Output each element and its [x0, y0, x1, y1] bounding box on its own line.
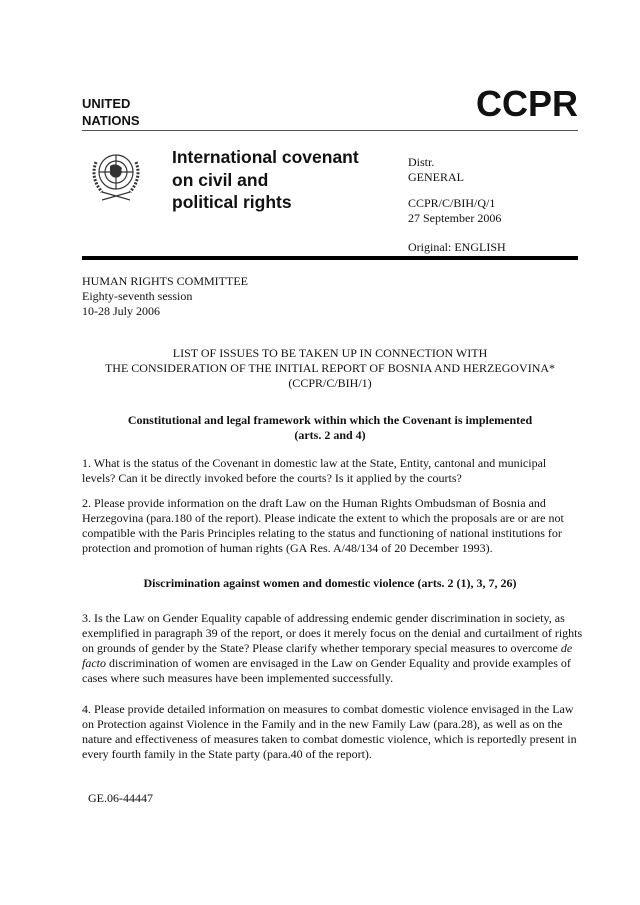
paragraph-2: 2. Please provide information on the draft Law on the Human Rights Ombudsman of Bosnia and Herzegovina (para.180 of the report). Please indicate the extent to which the proposals are or are not compatible with the Paris Principles relating to the status and functioning of national institutions for protection and promotion of human rights (GA Res. A/48/134 of 20 December 1993). [82, 496, 564, 555]
document-date: 27 September 2006 [408, 211, 502, 225]
distribution-type: GENERAL [408, 170, 464, 184]
document-symbol-large: CCPR [475, 83, 578, 124]
committee-block: HUMAN RIGHTS COMMITTEE Eighty-seventh session 10-28 July 2006 [82, 274, 248, 318]
paragraph-1: 1. What is the status of the Covenant in domestic law at the State, Entity, cantonal and municipal levels? Can it be directly invoked before the courts? Is it applied by the courts? [82, 456, 547, 485]
original-language: Original: ENGLISH [408, 240, 506, 254]
divider [82, 130, 578, 131]
section-heading: Discrimination against women and domestic violence (arts. 2 (1), 3, 7, 26) [143, 576, 517, 590]
org-name: UNITED NATIONS [82, 96, 140, 128]
thick-divider [82, 256, 578, 260]
document-title-heading: International covenant on civil and political rights [172, 147, 359, 212]
distribution-label: Distr. [408, 155, 435, 169]
paragraph-3: 3. Is the Law on Gender Equality capable of addressing endemic gender discrimination in society, as exemplified in paragraph 39 of the report, or does it merely focus on the denial and curtailment of rights on grounds of gender by the State? Please clarify whether temporary special measures to overcome de facto discrimination of women are envisaged in the Law on Gender Equality and provide examples of cases where such measures have been implemented successfully. [82, 611, 583, 685]
job-number: GE.06-44447 [88, 791, 153, 805]
section-heading: Constitutional and legal framework within which the Covenant is implemented (arts. 2 and 4) [127, 413, 533, 442]
document-symbol: CCPR/C/BIH/Q/1 [408, 196, 496, 210]
list-of-issues-title: LIST OF ISSUES TO BE TAKEN UP IN CONNECTION WITH THE CONSIDERATION OF THE INITIAL REPORT OF BOSNIA AND HERZEGOVINA* (CCPR/C/BIH/1) [104, 346, 556, 390]
un-emblem-icon [86, 144, 146, 204]
paragraph-4: 4. Please provide detailed information on measures to combat domestic violence envisaged in the Law on Protection against Violence in the Family and in the new Family Law (para.28), as well as on the nature and effectiveness of measures taken to combat domestic violence, which is reportedly present in every fourth family in the State party (para.40 of the report). [82, 702, 577, 761]
